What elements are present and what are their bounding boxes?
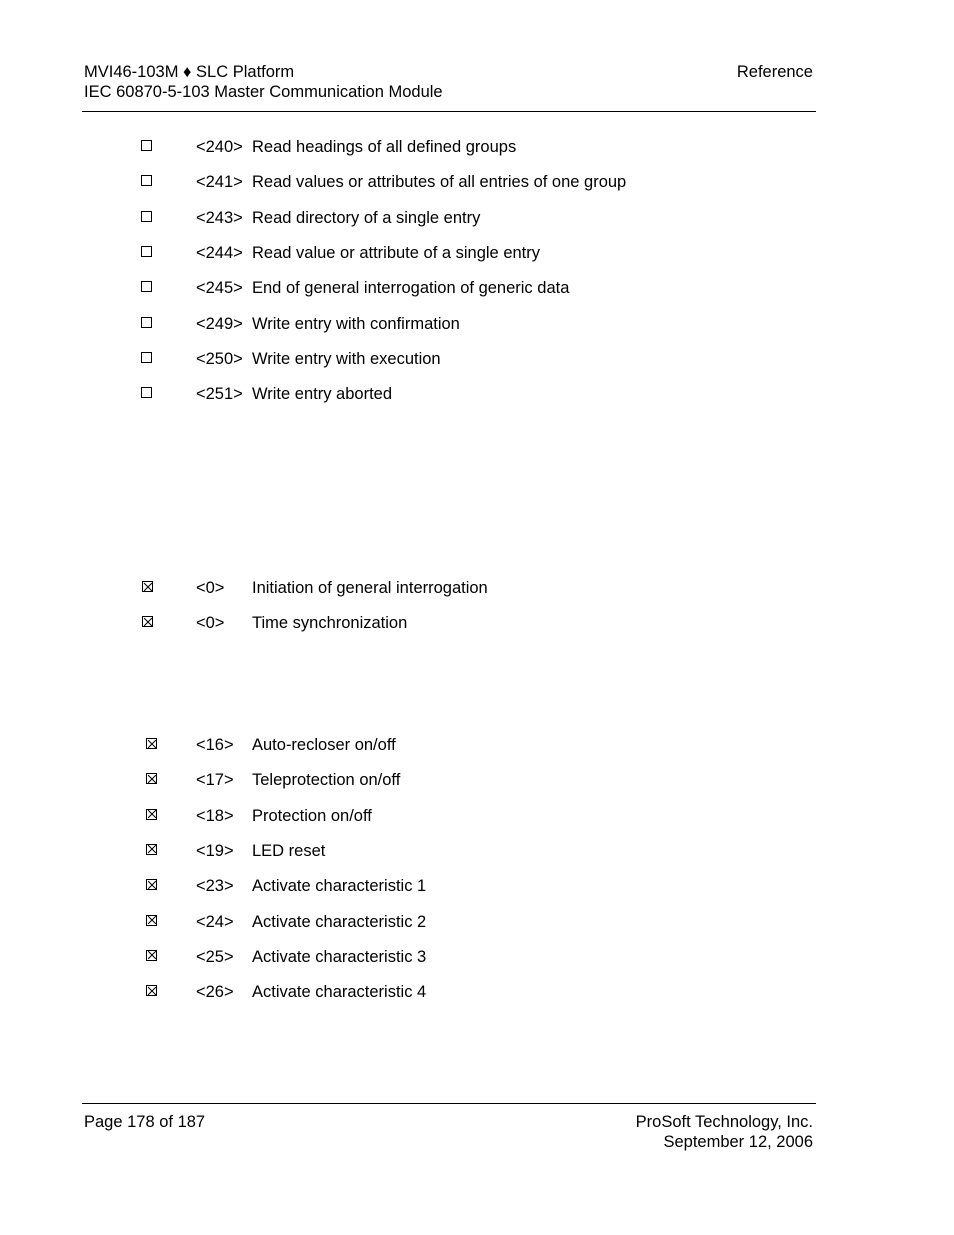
document-date: September 12, 2006: [663, 1133, 813, 1151]
checked-box-icon: [146, 844, 157, 855]
checked-box-icon: [146, 738, 157, 749]
function-code: <25>: [196, 947, 234, 966]
function-code: <16>: [196, 736, 234, 754]
footer-info: [636, 1112, 813, 1152]
list-item: [0, 946, 954, 968]
list-item: [0, 840, 954, 862]
section-label: Reference: [736, 63, 813, 81]
list-item: [0, 612, 954, 634]
product-title: MVI46-103M ♦ SLC Platform: [84, 63, 295, 81]
unchecked-box-icon: [141, 281, 152, 292]
unchecked-box-icon: [141, 140, 152, 151]
function-description: Read values or attributes of all entries of one group: [252, 173, 627, 192]
page-number: Page 178 of 187: [84, 1113, 206, 1131]
function-code: <24>: [196, 912, 234, 931]
list-item: [0, 577, 954, 599]
list-item: [0, 313, 954, 335]
header-divider: [82, 111, 816, 112]
page-header-title: [84, 62, 443, 102]
checked-box-icon: [142, 616, 153, 627]
list-item: [0, 242, 954, 264]
checked-box-icon: [146, 985, 157, 996]
function-description: Write entry with execution: [252, 349, 441, 368]
function-code: <243>: [196, 208, 243, 227]
checked-box-icon: [146, 773, 157, 784]
unchecked-box-icon: [141, 352, 152, 363]
list-item: [0, 734, 954, 756]
list-item: [0, 277, 954, 299]
list-item: [0, 805, 954, 827]
function-description: Activate characteristic 2: [252, 912, 427, 931]
function-code: <251>: [196, 385, 243, 404]
list-item: [0, 136, 954, 158]
function-description: Activate characteristic 3: [252, 947, 427, 966]
list-item: [0, 348, 954, 370]
function-code: <18>: [196, 806, 234, 825]
function-code: <244>: [196, 243, 243, 262]
function-description: Protection on/off: [252, 806, 372, 825]
unchecked-box-icon: [141, 246, 152, 257]
list-item: [0, 383, 954, 405]
function-description: Read value or attribute of a single entry: [252, 243, 541, 262]
function-code: <249>: [196, 314, 243, 333]
function-description: Write entry aborted: [252, 385, 393, 404]
function-description: Read headings of all defined groups: [252, 138, 517, 156]
checked-box-icon: [146, 809, 157, 820]
function-description: Write entry with confirmation: [252, 314, 460, 333]
function-description: Activate characteristic 1: [252, 877, 427, 896]
function-description: Time synchronization: [252, 614, 408, 632]
function-code: <26>: [196, 983, 234, 1002]
checked-box-icon: [146, 950, 157, 961]
function-code: <241>: [196, 173, 243, 192]
unchecked-box-icon: [141, 175, 152, 186]
checked-box-icon: [146, 915, 157, 926]
list-item: [0, 911, 954, 933]
function-description: Auto-recloser on/off: [252, 736, 396, 754]
module-title: IEC 60870-5-103 Master Communication Module: [84, 83, 443, 101]
function-code: <0>: [196, 614, 225, 632]
list-item: [0, 171, 954, 193]
company-name: ProSoft Technology, Inc.: [635, 1113, 813, 1131]
list-item: [0, 981, 954, 1003]
function-description: Activate characteristic 4: [252, 983, 427, 1002]
function-description: Read directory of a single entry: [252, 208, 481, 227]
function-code: <17>: [196, 771, 234, 790]
unchecked-box-icon: [141, 211, 152, 222]
function-code: <23>: [196, 877, 234, 896]
checked-box-icon: [142, 581, 153, 592]
function-description: Teleprotection on/off: [252, 771, 401, 790]
unchecked-box-icon: [141, 317, 152, 328]
unchecked-box-icon: [141, 387, 152, 398]
list-item: [0, 769, 954, 791]
checked-box-icon: [146, 879, 157, 890]
function-code: <19>: [196, 841, 234, 860]
footer-divider: [82, 1103, 816, 1104]
function-code: <240>: [196, 138, 243, 156]
list-item: [0, 875, 954, 897]
function-description: End of general interrogation of generic data: [252, 279, 570, 298]
function-description: LED reset: [252, 841, 326, 860]
function-code: <250>: [196, 349, 243, 368]
list-item: [0, 207, 954, 229]
function-description: Initiation of general interrogation: [252, 579, 488, 597]
function-code: <245>: [196, 279, 243, 298]
function-code: <0>: [196, 579, 225, 597]
